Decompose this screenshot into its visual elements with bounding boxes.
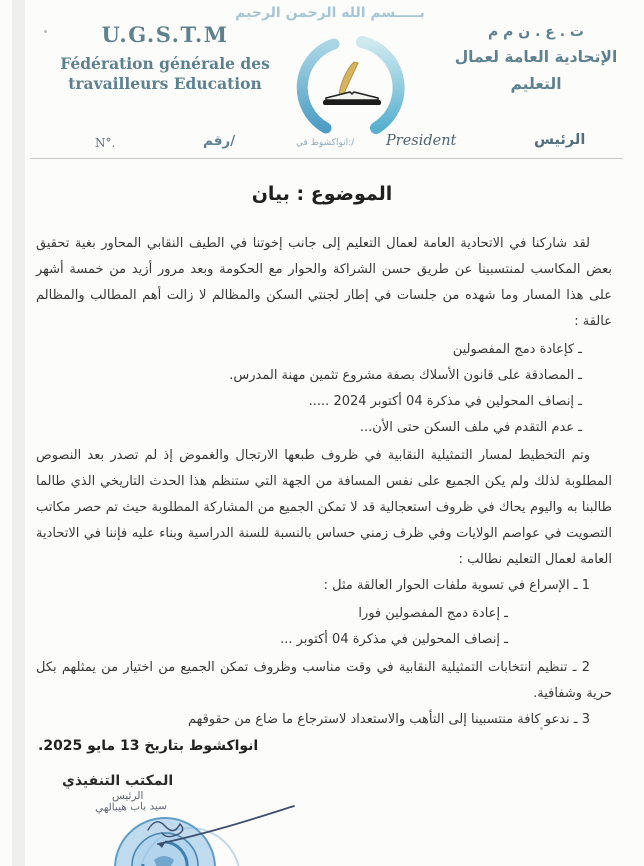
org-name-arabic-line1: الإتحادية العامة لعمال — [454, 48, 618, 66]
date-line: انواكشوط بتاريخ 13 مايو 2025. — [38, 738, 259, 754]
org-name-french-line2: travailleurs Education — [68, 74, 262, 93]
official-stamp-and-signature — [66, 798, 316, 866]
pending-demands-list — [36, 337, 612, 441]
paragraph-2: وتم التخطيط لمسار التمثيلية النقابية في ظروف طبعها الارتجال والغموض إذ لم تصدر بعد النصوص المطلوبة لذلك ولم يكن الجميع على نفس المسافة من الجهة التي ستنظم هذا الحدث التاريخي الذي طالما طالبنا به واليوم يحاك في ظروف استعجالية قد لا تمكن الجميع من المشاركة المطلوبة حيث تم حصر مكاتب التصويت في عواصم الولايات وفي ظرف زمني حساس بالنسبة للسنة الدراسية وبناء عليه فإننا في الاتحادية العامة لعمال التعليم نطالب : — [36, 448, 612, 567]
demand-3: 3 ـ ندعو كافة منتسبينا إلى التأهب والاستعداد لاسترجاع ما ضاع من حقوقهم — [187, 712, 590, 727]
org-acronym-latin: U.G.S.T.M — [101, 22, 229, 47]
demand-1: 1 ـ الإسراع في تسوية ملفات الحوار العالقة مثل : — [323, 578, 590, 593]
bismillah-calligraphy: بـــــسم الله الرحمن الرحيم — [235, 5, 425, 21]
statement-body — [36, 231, 612, 733]
executive-office-label: المكتب التنفيذي — [62, 773, 174, 789]
org-acronym-arabic: ت . ع . ن م م — [488, 24, 584, 40]
president-label-ar: الرئيس — [534, 132, 586, 148]
round-stamp-icon — [66, 798, 316, 866]
demand-1-sublist — [36, 601, 612, 653]
list-item: ـ إعادة دمج المفصولين فورا — [358, 606, 508, 621]
paragraph-1: لقد شاركنا في الاتحادية العامة لعمال التعليم إلى جانب إخوتنا في الطيف النقابي المحاور بغية تحقيق بعض المكاسب لمنتسبينا عن طريق حسن الشراكة والحوار مع الحكومة وبعد مرور أزيد من خمسة أشهر على هذا المسار وما شهده من جلسات في إطار لجنتي السكن والمظالم لا زالت أهم المطالب والمظالم عالقة : — [36, 236, 612, 329]
org-identity-latin — [38, 22, 292, 94]
number-label-ar: رقم/ — [203, 133, 236, 149]
list-item: ـ إنصاف المحولين في مذكرة 04 أكتوبر ... — [280, 632, 508, 647]
signatory-name-handwritten: سيد باب هيبالهي — [94, 800, 168, 814]
demand-2: 2 ـ تنظيم انتخابات التمثيلية النقابية في وقت مناسب وظروف تمكن الجميع من اختيار من يمثلهم بكل حرية وشفافية. — [36, 660, 612, 701]
list-item: ـ المصادقة على قانون الأسلاك بصفة مشروع تثمين مهنة المدرس. — [229, 368, 582, 383]
list-item: ـ كإعادة دمج المفصولين — [452, 342, 582, 357]
org-name-arabic-line2: التعليم — [510, 75, 562, 93]
signatory-title: الرئيس — [112, 790, 144, 802]
number-label-fr: N°. — [95, 136, 116, 150]
federation-logo-icon — [296, 36, 408, 138]
org-identity-arabic — [438, 24, 634, 93]
place-date-label: انواكشوط في:/ — [296, 138, 355, 148]
org-name-french-line1: Fédération générale des — [60, 54, 270, 73]
header-reference-row — [0, 130, 644, 156]
list-item: ـ عدم التقدم في ملف السكن حتى الأن... — [359, 420, 582, 435]
list-item: ـ إنصاف المحولين في مذكرة 04 أكتوبر 2024 ..... — [308, 394, 582, 409]
president-label-fr: President — [386, 133, 457, 149]
subject-title: الموضوع : بيان — [251, 183, 393, 205]
header-divider — [30, 158, 623, 159]
